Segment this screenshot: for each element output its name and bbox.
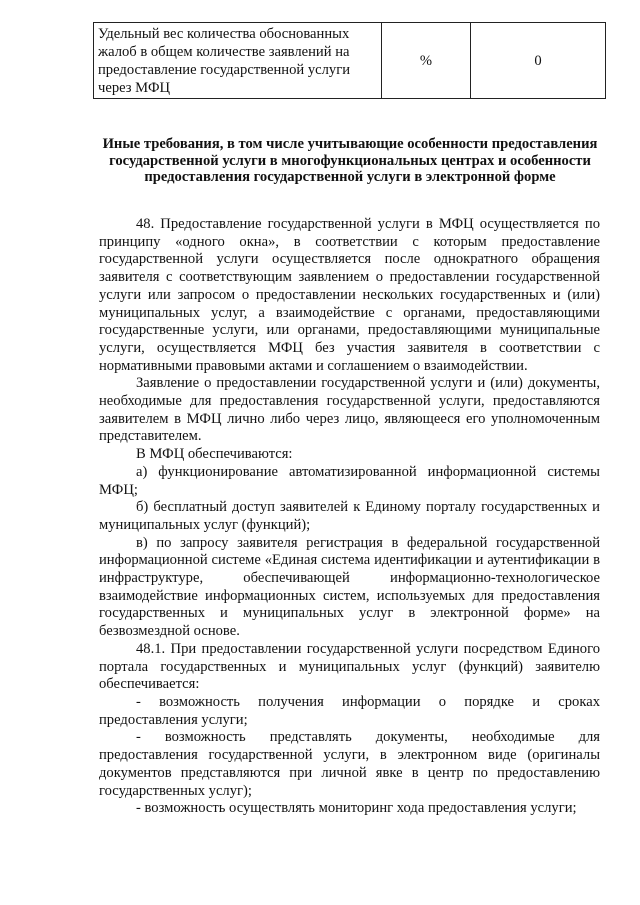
paragraph-application: Заявление о предоставлении государственной услуги и (или) документы, необходимые для предоставления государственной услуги, предоставляются заявителем в МФЦ лично либо через лицо, являющееся его уполномоченным представителем. — [99, 375, 600, 445]
list-item-b: б) бесплатный доступ заявителей к Единому порталу государственных и муниципальных услуг (функций); — [99, 499, 600, 533]
list-item-v: в) по запросу заявителя регистрация в федеральной государственной информационной системе «Единая система идентификации и аутентификации в инфраструктуре, обеспечивающей информационно-технологическое взаимодействие информационных систем, используемых для предоставления государственных и муниципальных услуг в электронной форме» на безвозмездной основе. — [99, 534, 600, 640]
paragraph-mfc-provides: В МФЦ обеспечиваются: — [136, 446, 293, 463]
list-item-dash-3: - возможность осуществлять мониторинг хода предоставления услуги; — [136, 800, 577, 817]
indicator-table — [93, 22, 606, 99]
list-item-dash-2: - возможность представлять документы, необходимые для предоставления государственной услуги, в электронном виде (оригиналы документов представляются при личной явке в центр по предоставлению государственных услуг); — [99, 729, 600, 799]
paragraph-48-1: 48.1. При предоставлении государственной услуги посредством Единого портала государственных и муниципальных услуг (функций) заявителю обеспечивается: — [99, 640, 600, 693]
paragraph-48: 48. Предоставление государственной услуги в МФЦ осуществляется по принципу «одного окна», в соответствии с которым предоставление государственной услуги осуществляется после однократного обращения заявителя с соответствующим заявлением о предоставлении государственной услуги или запросом о предоставлении нескольких государственных и (или) муниципальных услуг, а взаимодействие с органами, предоставляющими государственные услуги, или органами, предоставляющими муниципальные услуги, осуществляется МФЦ без участия заявителя в соответствии с нормативными правовыми актами и соглашением о взаимодействии. — [99, 216, 600, 374]
indicator-cell: Удельный вес количества обоснованных жалоб в общем количестве заявлений на предоставление государственной услуги через МФЦ — [94, 23, 382, 99]
value-cell: 0 — [471, 23, 606, 99]
document-body — [99, 216, 600, 818]
table-row — [94, 23, 606, 99]
section-heading: Иные требования, в том числе учитывающие особенности предоставления государственной услуги в многофункциональных центрах и особенности предоставления государственной услуги в электронной форме — [102, 136, 598, 185]
list-item-dash-1: - возможность получения информации о порядке и сроках предоставления услуги; — [99, 693, 600, 728]
unit-cell: % — [382, 23, 471, 99]
list-item-a: а) функционирование автоматизированной информационной системы МФЦ; — [99, 463, 600, 498]
